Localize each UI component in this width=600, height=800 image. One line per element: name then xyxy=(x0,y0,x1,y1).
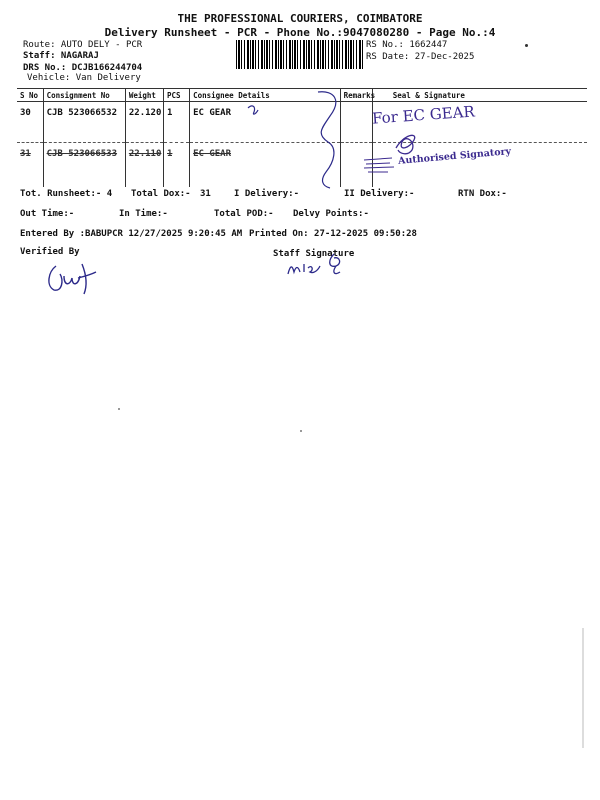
verified-by-label: Verified By xyxy=(20,247,80,257)
col-header-consignee: Consignee Details xyxy=(190,89,341,102)
out-time: Out Time:- xyxy=(20,209,75,219)
i-delivery: I Delivery:- xyxy=(234,189,300,199)
cell-pcs: 1 xyxy=(163,143,189,188)
vehicle-label: Vehicle: Van Delivery xyxy=(27,73,141,83)
cell-consignee: EC GEAR xyxy=(190,143,341,188)
speck-mark xyxy=(525,44,528,47)
in-time: In Time:- xyxy=(119,209,168,219)
cell-sno: 30 xyxy=(20,108,31,118)
col-header-seal: Seal & Signature xyxy=(372,89,587,102)
seal-authorised-text: Authorised Signatory xyxy=(397,146,512,167)
cell-weight: 22.120 xyxy=(125,102,163,143)
col-header-remarks: Remarks xyxy=(340,89,372,102)
col-header-pcs: PCS xyxy=(163,89,189,102)
delvy-points: Delvy Points:- xyxy=(293,209,369,219)
tot-runsheet: Tot. Runsheet:- 4 xyxy=(20,189,113,199)
drs-number: DRS No.: DCJB166244704 xyxy=(23,63,143,73)
cell-consignment: CJB 523066532 xyxy=(43,102,125,143)
scan-speck xyxy=(118,408,120,410)
entered-by: Entered By :BABUPCR 12/27/2025 9:20:45 AM xyxy=(20,229,243,239)
verified-signature xyxy=(42,256,98,298)
rs-date: RS Date: 27-Dec-2025 xyxy=(366,52,475,62)
cell-sno: 31 xyxy=(17,143,43,188)
ii-delivery: II Delivery:- xyxy=(344,189,415,199)
rs-number: RS No.: 1662447 xyxy=(366,40,448,50)
scan-speck xyxy=(300,430,302,432)
company-title: THE PROFESSIONAL COURIERS, COIMBATORE xyxy=(177,12,423,25)
seal-company-text: For EC GEAR xyxy=(371,102,476,128)
cell-consignment: CJB 523066533 xyxy=(43,143,125,188)
cell-consignee: EC GEAR xyxy=(190,102,341,143)
col-header-consignment: Consignment No xyxy=(43,89,125,102)
cell-weight: 22.110 xyxy=(125,143,163,188)
cell-pcs: 1 xyxy=(163,102,189,143)
runsheet-title: Delivery Runsheet - PCR - Phone No.:9047080280 - Page No.:4 xyxy=(104,26,496,39)
rtn-dox: RTN Dox:- xyxy=(458,189,507,199)
barcode xyxy=(236,40,363,69)
staff-signature-label: Staff Signature xyxy=(273,249,355,259)
staff-label: Staff: NAGARAJ xyxy=(23,51,99,61)
seal-hatch-mark xyxy=(362,156,396,176)
staff-signature xyxy=(284,252,354,278)
total-dox-value: 31 xyxy=(200,189,211,199)
total-pod: Total POD:- xyxy=(214,209,274,219)
route-label: Route: AUTO DELY - PCR xyxy=(23,40,143,50)
scan-edge xyxy=(582,628,584,748)
total-dox-label: Total Dox:- xyxy=(131,189,191,199)
printed-on: Printed On: 27-12-2025 09:50:28 xyxy=(249,229,417,239)
pen-bracket-mark xyxy=(230,86,360,190)
col-header-sno: S No xyxy=(17,89,43,102)
col-header-weight: Weight xyxy=(125,89,163,102)
